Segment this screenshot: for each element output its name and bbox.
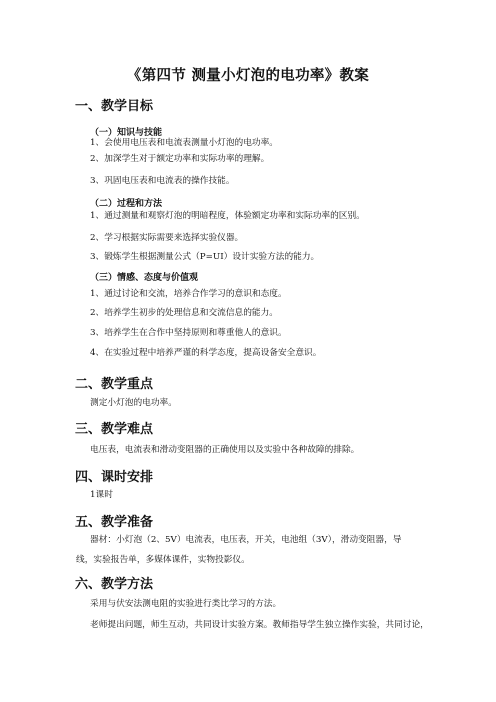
section-heading-objectives: 一、教学目标	[75, 99, 154, 114]
list-item: 3、巩固电压表和电流表的操作技能。	[90, 176, 235, 186]
section-heading-key-points: 二、教学重点	[75, 377, 154, 392]
subsection-heading-attitude: （三）情感、态度与价值观	[90, 273, 199, 283]
section-heading-difficulties: 三、教学难点	[75, 422, 154, 437]
section-text: 老师提出问题，师生互动，共同设计实验方案。教师指导学生独立操作实验，共同讨论，	[90, 620, 429, 630]
section-text: 器材：小灯泡（2、5V）电流表，电压表，开关，电池组（3V），滑动变阻器，导线，实验报告单，多媒体课件，实物投影仪。	[76, 535, 402, 565]
list-item: 2、学习根据实际需要来选择实验仪器。	[90, 233, 244, 243]
list-item: 1、通过测量和观察灯泡的明暗程度，体验额定功率和实际功率的区别。	[90, 211, 365, 221]
section-text: 测定小灯泡的电功率。	[90, 398, 177, 408]
list-item: 2、加深学生对于额定功率和实际功率的理解。	[90, 154, 270, 164]
section-heading-preparation: 五、教学准备	[75, 515, 154, 530]
document-title: 《第四节 测量小灯泡的电功率》教案	[126, 68, 370, 84]
list-item: 2、培养学生初步的处理信息和交流信息的能力。	[90, 308, 278, 318]
list-item: 1、会使用电压表和电流表测量小灯泡的电功率。	[90, 138, 278, 148]
list-item: 3、培养学生在合作中坚持原则和尊重他人的意识。	[90, 328, 287, 338]
section-heading-methods: 六、教学方法	[75, 577, 154, 592]
subsection-heading-process: （二）过程和方法	[90, 199, 163, 209]
list-item: 3、锻炼学生根据测量公式（P=UI）设计实验方法的能力。	[90, 252, 320, 262]
list-item: 4、在实验过程中培养严谨的科学态度，提高设备安全意识。	[90, 348, 322, 358]
list-item: 1、通过讨论和交流，培养合作学习的意识和态度。	[90, 289, 287, 299]
section-heading-schedule: 四、课时安排	[75, 470, 154, 485]
section-text: 1课时	[90, 490, 113, 500]
section-text: 电压表，电流表和滑动变阻器的正确使用以及实验中各种故障的排除。	[90, 445, 360, 455]
subsection-heading-knowledge: （一）知识与技能	[90, 128, 163, 138]
section-text: 采用与伏安法测电阻的实验进行类比学习的方法。	[90, 599, 282, 609]
